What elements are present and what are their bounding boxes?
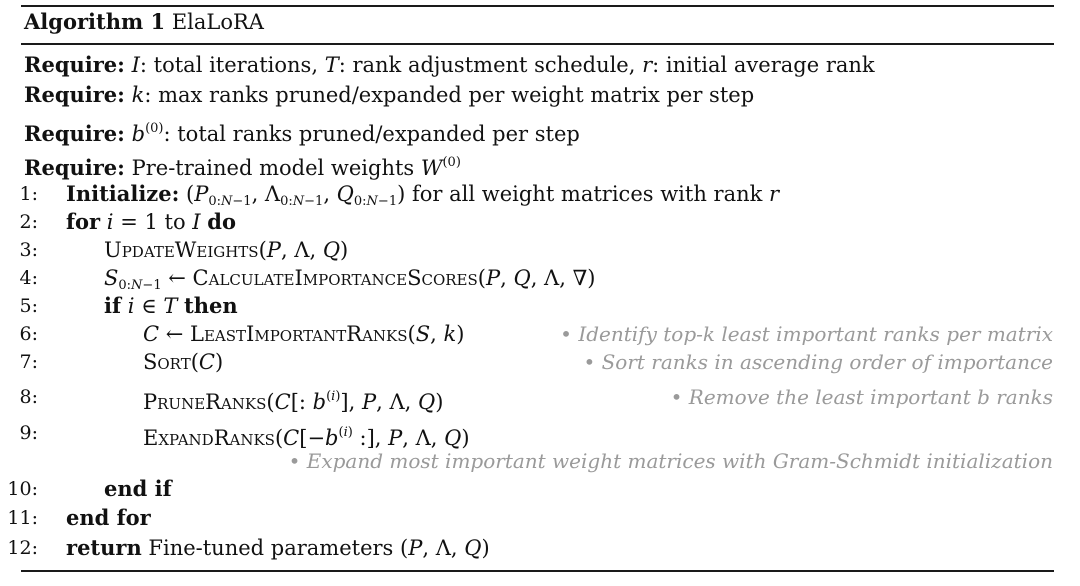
algo-line-1: Initialize: ($P_{0:N-1}$, $\Lambda_{0:N-1}$, $Q_{0:N-1}$) for all weight matrices with rank r [66,181,780,209]
algo-line-8: PruneRanks(C[: $b^{(i)}$], P, Λ, Q) [143,389,444,414]
comment-line-8: • Remove the least important b ranks [670,385,1053,409]
algorithm-title [24,9,264,34]
algo-line-5: if i ∈ T then [104,293,238,318]
comment-line-7: • Sort ranks in ascending order of importance [583,350,1053,374]
algo-line-4: $S_{0:N-1}$ ← CalculateImportanceScores(P, Q, Λ, ∇) [104,266,596,293]
algorithm-label: Algorithm 1 [24,9,166,34]
algo-line-11: end for [66,505,151,530]
require-line-1: Require: I: total iterations, T: rank adjustment schedule, r: initial average rank [24,52,875,77]
header-rule [21,43,1054,45]
top-rule [21,5,1054,7]
algo-line-3: UpdateWeights(P, Λ, Q) [104,238,349,262]
line-number: 12: [7,537,38,559]
line-number: 11: [7,507,38,529]
require-line-3: Require: $b^{(0)}$: total ranks pruned/expanded per step [24,121,580,146]
require-line-2: Require: k: max ranks pruned/expanded per weight matrix per step [24,82,755,107]
line-number: 8: [19,386,38,408]
line-number: 3: [19,239,38,261]
bottom-rule [21,570,1054,572]
line-number: 6: [19,323,38,345]
require-line-4: Require: Pre-trained model weights $W^{(0)}$ [24,155,461,180]
comment-line-6: • Identify top-k least important ranks per matrix [560,322,1053,346]
comment-line-9: • Expand most important weight matrices with Gram-Schmidt initialization [288,449,1053,473]
line-number: 1: [19,183,38,205]
line-number: 5: [19,295,38,317]
line-number: 4: [19,267,38,289]
line-number: 7: [19,351,38,373]
algo-line-10: end if [104,476,172,501]
line-number: 9: [19,422,38,444]
algo-line-9: $ExpandRanks(C[-b^{(i)}$ :], P, Λ, Q) [143,425,470,450]
algo-line-6: C ← LeastImportantRanks(S, k) [143,322,465,346]
algo-line-7: Sort(C) [143,350,224,374]
algo-line-12: return Fine-tuned parameters (P, Λ, Q) [66,535,490,560]
line-number: 2: [19,211,38,233]
algo-line-2: for i = 1 to I do [66,209,236,234]
algorithm-name: ElaLoRA [171,10,264,34]
line-number: 10: [7,478,38,500]
